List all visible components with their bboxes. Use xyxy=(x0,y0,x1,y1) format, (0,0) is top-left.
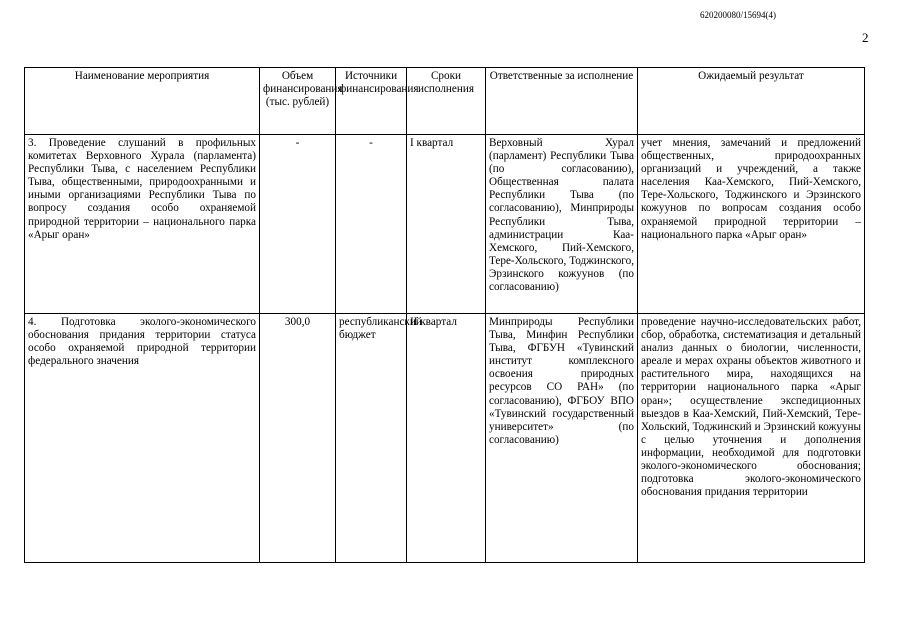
header-responsible: Ответственные за исполнение xyxy=(486,68,638,135)
cell-source: - xyxy=(336,135,407,314)
header-term: Сроки исполнения xyxy=(407,68,486,135)
header-name: Наименование мероприятия xyxy=(25,68,260,135)
header-volume: Объем финансирования (тыс. рублей) xyxy=(260,68,336,135)
cell-source: республиканский бюджет xyxy=(336,314,407,563)
cell-name: 3. Проведение слушаний в профильных комитетах Верховного Хурала (парламента) Республики Тыва, с населением Республики Тыва, общественными, природоохранными и иными организациями Республики Тыва по вопросу создания особо охраняемой природной территории – национального парка «Арыг оран» xyxy=(25,135,260,314)
header-result: Ожидаемый результат xyxy=(638,68,865,135)
document-code: 620200080/15694(4) xyxy=(700,10,776,20)
header-source: Источники финансирования xyxy=(336,68,407,135)
cell-name: 4. Подготовка эколого-экономического обоснования придания территории статуса особо охраняемой природной территории федерального значения xyxy=(25,314,260,563)
page-number: 2 xyxy=(862,30,869,45)
table-header-row xyxy=(25,68,865,135)
cell-volume: 300,0 xyxy=(260,314,336,563)
cell-result: учет мнения, замечаний и предложений общественных, природоохранных организаций и учреждений, а также населения Каа-Хемского, Пий-Хемского, Тере-Хольского, Тоджинского и Эрзинского кожуунов по вопросам создания особо охраняемой природной территории – национального парка «Арыг оран» xyxy=(638,135,865,314)
cell-responsible: Верховный Хурал (парламент) Республики Тыва (по согласованию), Общественная палата Республики Тыва (по согласованию), Минприроды Республики Тыва, администрации Каа-Хемского, Пий-Хемского, Тере-Хольского, Тоджинского, Эрзинского кожуунов (по согласованию) xyxy=(486,135,638,314)
table-row xyxy=(25,135,865,314)
events-table xyxy=(24,67,865,563)
cell-result: проведение научно-исследовательских работ, сбор, обработка, систематизация и детальный анализ данных о биологии, численности, ареале и мерах охраны объектов животного и растительного мира, находящихся на территории национального парка «Арыг оран»; осуществление экспедиционных выездов в Каа-Хемский, Пий-Хемский, Тере-Хольский, Тоджинский и Эрзинский кожууны с целью уточнения и дополнения информации, необходимой для подготовки эколого-экономического обоснования; подготовка эколого-экономического обоснования придания территории xyxy=(638,314,865,563)
table-row xyxy=(25,314,865,563)
cell-volume: - xyxy=(260,135,336,314)
cell-term: I квартал xyxy=(407,135,486,314)
cell-responsible: Минприроды Республики Тыва, Минфин Республики Тыва, ФГБУН «Тувинский институт комплексного освоения природных ресурсов СО РАН» (по согласованию), ФГБОУ ВПО «Тувинский государственный университет» (по согласованию) xyxy=(486,314,638,563)
cell-term: II квартал xyxy=(407,314,486,563)
